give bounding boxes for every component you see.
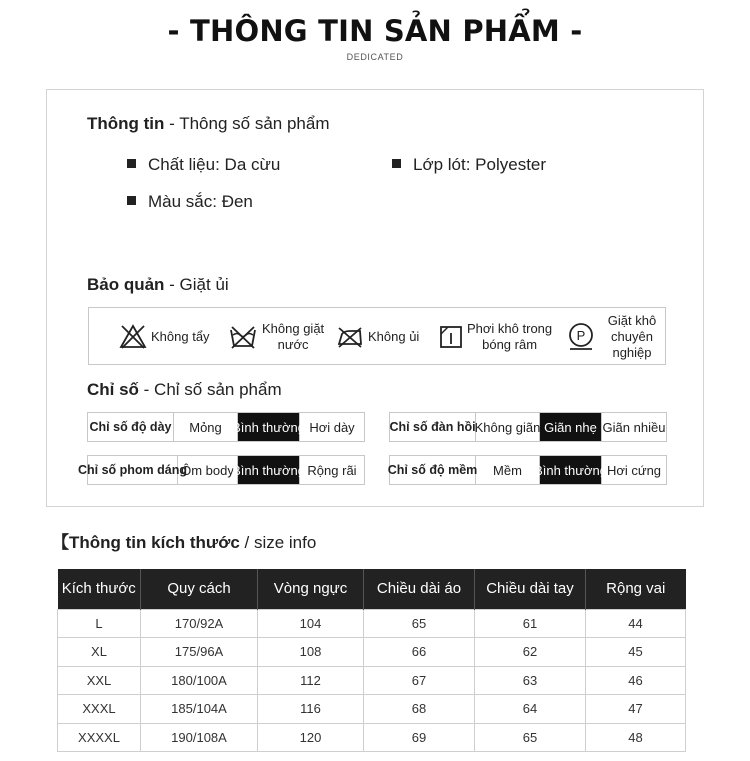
care-heading-bold: Bảo quản <box>87 275 165 294</box>
metric-thickness <box>87 412 365 442</box>
care-label: Không ủi <box>368 329 420 344</box>
metric-option-selected: Bình thường <box>238 456 300 484</box>
page-subtitle: DEDICATED <box>346 52 404 62</box>
table-cell: 62 <box>475 638 586 667</box>
table-cell: 112 <box>258 666 364 695</box>
table-cell: 116 <box>258 695 364 724</box>
care-item-no-iron <box>336 308 419 366</box>
metric-option: Ôm body <box>178 456 238 484</box>
index-heading <box>87 380 282 400</box>
metric-elasticity <box>389 412 667 442</box>
table-cell: 45 <box>586 638 686 667</box>
column-header: Kích thước <box>58 569 141 609</box>
table-row <box>58 609 686 638</box>
metric-fit <box>77 455 365 485</box>
care-heading <box>87 275 229 295</box>
no-wash-icon <box>228 324 258 350</box>
table-row <box>58 638 686 667</box>
table-cell: 170/92A <box>141 609 258 638</box>
metric-option: Hơi cứng <box>606 462 662 478</box>
metric-option-selected: Bình thường <box>540 456 602 484</box>
size-info-heading-bold: 【Thông tin kích thước <box>52 533 240 552</box>
table-row <box>58 695 686 724</box>
product-info-panel <box>46 89 704 507</box>
table-cell: XXXL <box>58 695 141 724</box>
metric-option: Mềm <box>476 456 540 484</box>
info-heading-bold: Thông tin <box>87 114 165 133</box>
table-cell: 61 <box>475 609 586 638</box>
care-label: Không tẩy <box>151 329 210 344</box>
info-heading <box>87 114 329 134</box>
size-table <box>57 569 686 752</box>
size-info-heading-rest: / size info <box>239 533 317 552</box>
column-header: Quy cách <box>141 569 258 609</box>
table-row <box>58 666 686 695</box>
bullet-square-icon <box>392 159 401 168</box>
index-heading-bold: Chỉ số <box>87 380 139 399</box>
no-bleach-icon <box>119 324 147 350</box>
care-label: Giặt khô chuyên nghiệp <box>607 313 657 360</box>
care-item-no-bleach <box>119 308 210 366</box>
metric-option: Không giãn <box>476 413 540 441</box>
column-header: Vòng ngực <box>258 569 364 609</box>
lining-text: Lớp lót: Polyester <box>413 155 547 174</box>
table-cell: 190/108A <box>141 723 258 752</box>
table-cell: 66 <box>364 638 475 667</box>
metric-option: Hơi dày <box>309 419 355 435</box>
index-heading-rest: - Chỉ số sản phẩm <box>138 380 282 399</box>
metric-option: Mỏng <box>174 413 238 441</box>
color-text: Màu sắc: Đen <box>148 192 253 211</box>
info-heading-rest: - Thông số sản phẩm <box>164 114 330 133</box>
column-header: Chiều dài tay <box>475 569 586 609</box>
metric-label: Chỉ số độ dày <box>88 413 174 441</box>
metric-option-selected: Giãn nhẹ <box>540 413 602 441</box>
table-cell: 180/100A <box>141 666 258 695</box>
material-item <box>127 155 280 175</box>
table-cell: L <box>58 609 141 638</box>
table-cell: 69 <box>364 723 475 752</box>
metric-option: Rộng rãi <box>307 462 357 478</box>
table-cell: 65 <box>475 723 586 752</box>
table-cell: 47 <box>586 695 686 724</box>
material-text: Chất liệu: Da cừu <box>148 155 281 174</box>
care-label: Không giặt nước <box>262 321 325 352</box>
no-iron-icon <box>336 325 364 349</box>
table-cell: 104 <box>258 609 364 638</box>
care-label: Phơi khô trong bóng râm <box>467 321 553 352</box>
care-item-dry-clean <box>567 308 665 366</box>
metric-label: Chỉ số phom dáng <box>88 456 178 484</box>
care-heading-rest: - Giặt ủi <box>164 275 229 294</box>
table-cell: 63 <box>475 666 586 695</box>
table-cell: XXL <box>58 666 141 695</box>
professional-dry-clean-icon <box>567 322 595 352</box>
table-cell: XL <box>58 638 141 667</box>
metric-option-selected: Bình thường <box>238 413 300 441</box>
table-cell: 44 <box>586 609 686 638</box>
care-instructions <box>88 307 666 365</box>
metric-label: Chỉ số độ mềm <box>390 456 476 484</box>
table-cell: 64 <box>475 695 586 724</box>
metric-option: Giãn nhiều <box>602 419 666 435</box>
bullet-square-icon <box>127 159 136 168</box>
table-cell: 68 <box>364 695 475 724</box>
table-cell: 65 <box>364 609 475 638</box>
table-cell: XXXXL <box>58 723 141 752</box>
table-row <box>58 723 686 752</box>
care-item-no-wash <box>228 308 324 366</box>
metric-label: Chỉ số đàn hồi <box>390 413 476 441</box>
lining-item <box>392 155 546 175</box>
column-header: Chiều dài áo <box>364 569 475 609</box>
size-info-heading <box>52 528 316 553</box>
dry-in-shade-icon <box>439 325 463 349</box>
table-cell: 175/96A <box>141 638 258 667</box>
metric-softness <box>389 455 667 485</box>
table-cell: 120 <box>258 723 364 752</box>
color-item <box>127 192 253 212</box>
care-item-dry-in-shade <box>439 308 552 366</box>
table-cell: 48 <box>586 723 686 752</box>
table-cell: 67 <box>364 666 475 695</box>
page-title: - THÔNG TIN SẢN PHẨM - <box>167 14 583 48</box>
size-table-header-row <box>58 569 686 609</box>
bullet-square-icon <box>127 196 136 205</box>
svg-text:P: P <box>576 328 586 343</box>
column-header: Rộng vai <box>586 569 686 609</box>
table-cell: 185/104A <box>141 695 258 724</box>
table-cell: 46 <box>586 666 686 695</box>
table-cell: 108 <box>258 638 364 667</box>
